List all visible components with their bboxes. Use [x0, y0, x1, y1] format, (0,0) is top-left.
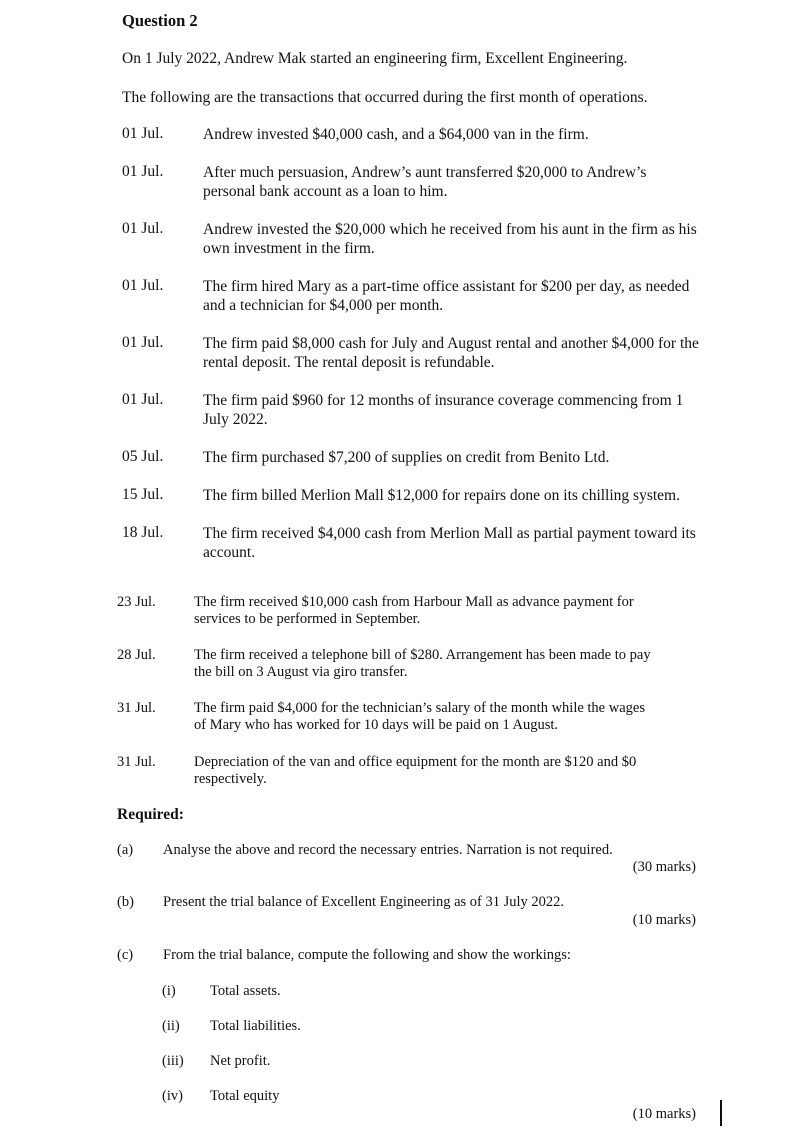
- subpart-number: (i): [162, 983, 176, 999]
- transaction-description: of Mary who has worked for 10 days will be paid on 1 August.: [194, 717, 559, 733]
- transaction-date: 31 Jul.: [117, 754, 156, 770]
- transaction-date: 01 Jul.: [122, 163, 164, 180]
- transaction-date: 31 Jul.: [117, 700, 156, 716]
- transaction-date: 01 Jul.: [122, 220, 164, 237]
- part-text: From the trial balance, compute the following and show the workings:: [163, 947, 571, 963]
- transaction-date: 18 Jul.: [122, 524, 164, 541]
- part-label: (b): [117, 894, 134, 910]
- transaction-description: The firm purchased $7,200 of supplies on credit from Benito Ltd.: [203, 449, 610, 466]
- text-cursor: [720, 1100, 722, 1126]
- transaction-date: 28 Jul.: [117, 647, 156, 663]
- marks-label: (10 marks): [632, 912, 696, 928]
- marks-label: (30 marks): [632, 859, 696, 875]
- transaction-date: 23 Jul.: [117, 594, 156, 610]
- part-text: Present the trial balance of Excellent Engineering as of 31 July 2022.: [163, 894, 565, 910]
- transaction-date: 01 Jul.: [122, 125, 164, 142]
- subpart-number: (ii): [162, 1018, 180, 1034]
- part-text: Analyse the above and record the necessary entries. Narration is not required.: [163, 842, 613, 858]
- transaction-description: and a technician for $4,000 per month.: [203, 297, 444, 314]
- transaction-description: The firm paid $8,000 cash for July and August rental and another $4,000 for the: [203, 335, 699, 352]
- part-label: (c): [117, 947, 134, 963]
- subpart-text: Total liabilities.: [210, 1018, 301, 1034]
- transaction-description: personal bank account as a loan to him.: [203, 183, 448, 200]
- transaction-date: 01 Jul.: [122, 391, 164, 408]
- transaction-description: The firm received $4,000 cash from Merlion Mall as partial payment toward its: [203, 525, 696, 542]
- subpart-text: Net profit.: [210, 1053, 271, 1069]
- transaction-description: services to be performed in September.: [194, 611, 421, 627]
- transaction-description: The firm paid $960 for 12 months of insurance coverage commencing from 1: [203, 392, 684, 409]
- subpart-text: Total assets.: [210, 983, 281, 999]
- subpart-number: (iii): [162, 1053, 184, 1069]
- transaction-date: 01 Jul.: [122, 334, 164, 351]
- transaction-description: own investment in the firm.: [203, 240, 375, 257]
- transaction-date: 05 Jul.: [122, 448, 164, 465]
- transaction-description: the bill on 3 August via giro transfer.: [194, 664, 408, 680]
- transaction-description: The firm paid $4,000 for the technician’s salary of the month while the wages: [194, 700, 645, 716]
- subpart-number: (iv): [162, 1088, 183, 1104]
- transaction-description: Andrew invested the $20,000 which he received from his aunt in the firm as his: [203, 221, 697, 238]
- transaction-date: 15 Jul.: [122, 486, 164, 503]
- transaction-description: respectively.: [194, 771, 267, 787]
- transaction-description: After much persuasion, Andrew’s aunt transferred $20,000 to Andrew’s: [203, 164, 647, 181]
- part-label: (a): [117, 842, 134, 858]
- transaction-description: The firm billed Merlion Mall $12,000 for repairs done on its chilling system.: [203, 487, 680, 504]
- intro-paragraph: On 1 July 2022, Andrew Mak started an engineering firm, Excellent Engineering.: [122, 50, 628, 67]
- transaction-description: rental deposit. The rental deposit is refundable.: [203, 354, 495, 371]
- transaction-description: July 2022.: [203, 411, 268, 428]
- transaction-description: Depreciation of the van and office equipment for the month are $120 and $0: [194, 754, 637, 770]
- transaction-description: Andrew invested $40,000 cash, and a $64,000 van in the firm.: [203, 126, 589, 143]
- transaction-description: The firm received a telephone bill of $280. Arrangement has been made to pay: [194, 647, 651, 663]
- transaction-date: 01 Jul.: [122, 277, 164, 294]
- transaction-description: account.: [203, 544, 256, 561]
- transaction-description: The firm hired Mary as a part-time office assistant for $200 per day, as needed: [203, 278, 690, 295]
- subpart-text: Total equity: [210, 1088, 280, 1104]
- intro-paragraph: The following are the transactions that occurred during the first month of operations.: [122, 89, 648, 106]
- question-title: Question 2: [122, 11, 198, 30]
- required-heading: Required:: [117, 806, 184, 823]
- transaction-description: The firm received $10,000 cash from Harbour Mall as advance payment for: [194, 594, 634, 610]
- marks-label: (10 marks): [632, 1106, 696, 1122]
